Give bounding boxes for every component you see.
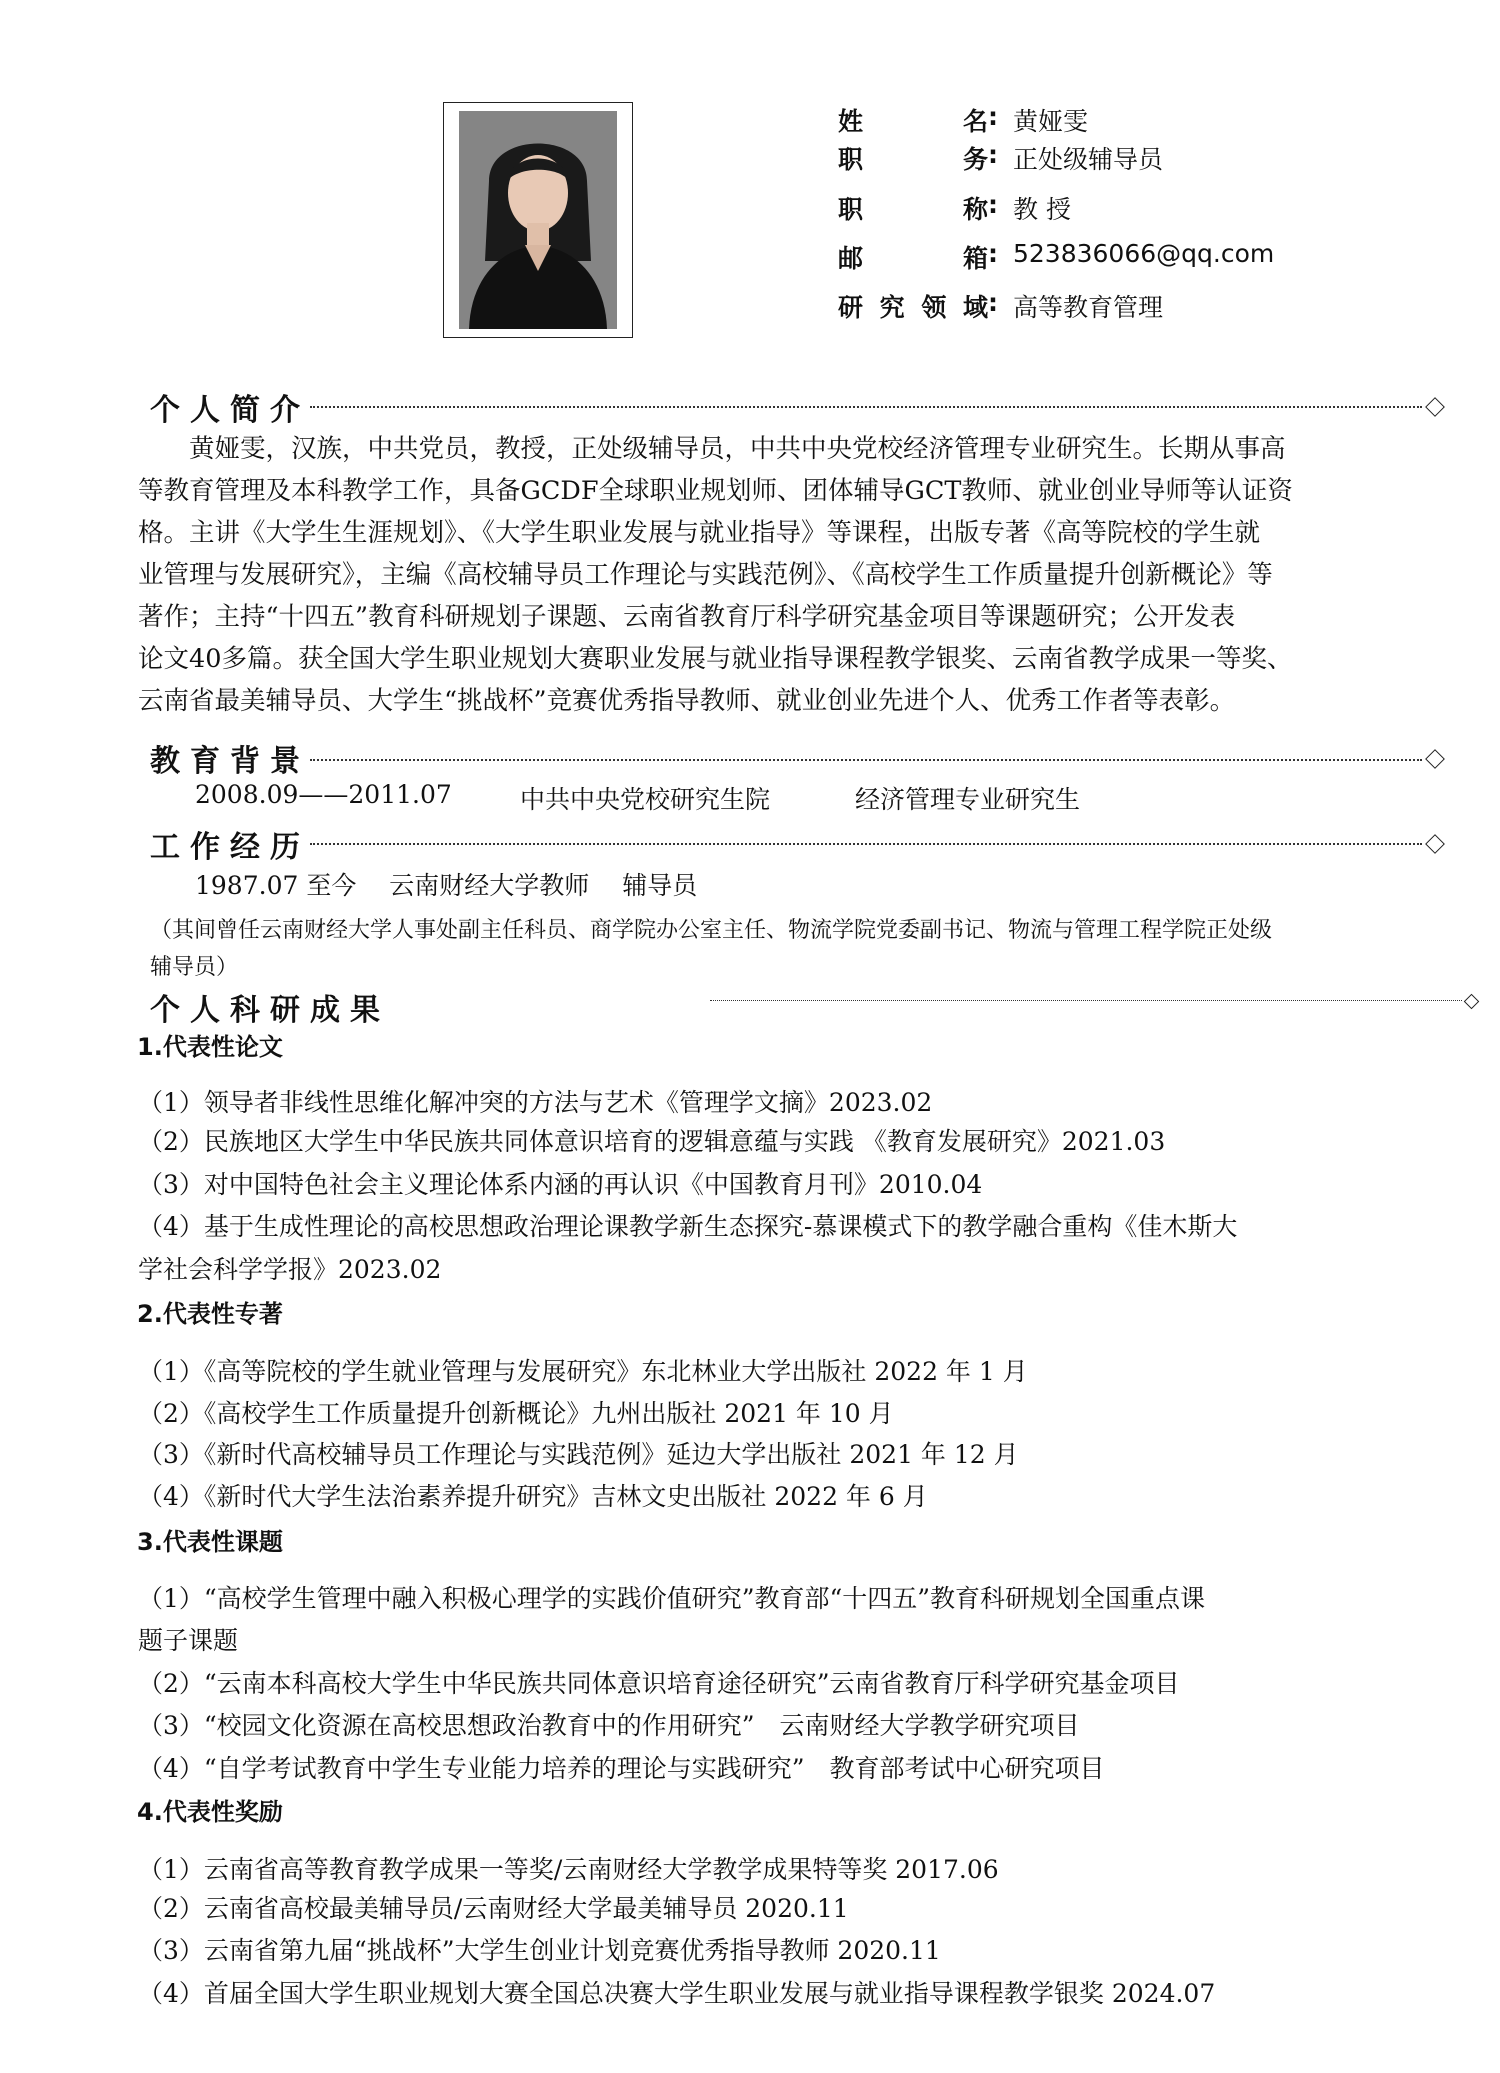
field-value: 高等教育管理	[1013, 293, 1164, 322]
diamond-icon	[1425, 397, 1445, 417]
project-item: （4）“自学考试教育中学生专业能力培养的理论与实践研究” 教育部考试中心研究项目	[138, 1754, 1105, 1783]
colon: :	[988, 288, 998, 317]
project-item: （3）“校园文化资源在高校思想政治教育中的作用研究” 云南财经大学教学研究项目	[138, 1711, 1080, 1740]
papers-title: 1.代表性论文	[137, 1033, 283, 1061]
books-title: 2.代表性专著	[137, 1300, 283, 1328]
email-label: 邮箱	[838, 244, 988, 273]
intro-line: 论文40多篇。获全国大学生职业规划大赛职业发展与就业指导课程教学银奖、云南省教学成果一等奖、	[138, 644, 1293, 674]
paper-item: 学社会科学学报》2023.02	[138, 1255, 442, 1284]
intro-line: 云南省最美辅导员、大学生“挑战杯”竞赛优秀指导教师、就业创业先进个人、优秀工作者等表彰。	[138, 686, 1236, 716]
colon: :	[988, 140, 998, 169]
intro-line: 格。主讲《大学生生涯规划》、《大学生职业发展与就业指导》等课程，出版专著《高等院校的学生就	[138, 518, 1261, 548]
intro-line: 著作；主持“十四五”教育科研规划子课题、云南省教育厅科学研究基金项目等课题研究；公开发表	[138, 602, 1236, 632]
paper-item: （1）领导者非线性思维化解冲突的方法与艺术《管理学文摘》2023.02	[138, 1088, 933, 1117]
book-item: （1）《高等院校的学生就业管理与发展研究》东北林业大学出版社 2022 年 1 月	[138, 1357, 1028, 1386]
project-item: 题子课题	[138, 1626, 239, 1655]
education-major: 经济管理专业研究生	[855, 785, 1081, 814]
award-item: （3）云南省第九届“挑战杯”大学生创业计划竞赛优秀指导教师 2020.11	[138, 1936, 941, 1965]
name-value: 黄娅雯	[1013, 107, 1089, 136]
book-item: （2）《高校学生工作质量提升创新概论》九州出版社 2021 年 10 月	[138, 1399, 894, 1428]
divider-line	[310, 759, 1422, 761]
award-item: （2）云南省高校最美辅导员/云南财经大学最美辅导员 2020.11	[138, 1894, 849, 1923]
divider-line	[310, 406, 1422, 408]
award-item: （4）首届全国大学生职业规划大赛全国总决赛大学生职业发展与就业指导课程教学银奖 2024.07	[138, 1979, 1216, 2008]
position-label: 职务	[838, 145, 988, 174]
paper-item: （4）基于生成性理论的高校思想政治理论课教学新生态探究-慕课模式下的教学融合重构《佳木斯大	[138, 1212, 1238, 1241]
paper-item: （3）对中国特色社会主义理论体系内涵的再认识《中国教育月刊》2010.04	[138, 1170, 983, 1199]
email-value: 523836066@qq.com	[1013, 239, 1275, 268]
title-value: 教 授	[1013, 195, 1071, 224]
intro-paragraph	[138, 428, 1428, 722]
awards-title: 4.代表性奖励	[137, 1798, 283, 1826]
education-heading: 教育背景	[150, 744, 310, 779]
divider-line	[310, 843, 1422, 845]
work-note: （其间曾任云南财经大学人事处副主任科员、商学院办公室主任、物流学院党委副书记、物流与管理工程学院正处级	[150, 918, 1273, 943]
work-line: 1987.07 至今 云南财经大学教师 辅导员	[195, 871, 698, 900]
profile-photo	[459, 111, 617, 329]
divider-line	[710, 1000, 1462, 1001]
profile-photo-frame	[443, 102, 633, 338]
portrait-image	[459, 111, 617, 329]
colon: :	[988, 239, 998, 268]
work-heading: 工作经历	[150, 830, 310, 865]
projects-title: 3.代表性课题	[137, 1528, 283, 1556]
work-note: 辅导员）	[150, 955, 239, 980]
education-school: 中共中央党校研究生院	[520, 785, 771, 814]
paper-item: （2）民族地区大学生中华民族共同体意识培育的逻辑意蕴与实践 《教育发展研究》2021.03	[138, 1127, 1166, 1156]
intro-line: 业管理与发展研究》，主编《高校辅导员工作理论与实践范例》、《高校学生工作质量提升创新概论》等	[138, 560, 1273, 590]
intro-line: 黄娅雯，汉族，中共党员，教授，正处级辅导员，中共中央党校经济管理专业研究生。长期从事高	[138, 434, 1286, 464]
colon: :	[988, 190, 998, 219]
diamond-icon	[1425, 749, 1445, 769]
name-label: 姓名	[838, 107, 988, 136]
diamond-icon	[1425, 834, 1445, 854]
project-item: （2）“云南本科高校大学生中华民族共同体意识培育途径研究”云南省教育厅科学研究基金项目	[138, 1669, 1180, 1698]
award-item: （1）云南省高等教育教学成果一等奖/云南财经大学教学成果特等奖 2017.06	[138, 1855, 999, 1884]
diamond-icon	[1464, 994, 1480, 1010]
education-period: 2008.09——2011.07	[195, 780, 452, 809]
book-item: （3）《新时代高校辅导员工作理论与实践范例》延边大学出版社 2021 年 12 月	[138, 1440, 1019, 1469]
research-heading: 个人科研成果	[150, 993, 390, 1028]
position-value: 正处级辅导员	[1013, 145, 1164, 174]
colon: :	[988, 102, 998, 131]
project-item: （1）“高校学生管理中融入积极心理学的实践价值研究”教育部“十四五”教育科研规划全国重点课	[138, 1584, 1206, 1613]
intro-line: 等教育管理及本科教学工作，具备GCDF全球职业规划师、团体辅导GCT教师、就业创业导师等认证资	[138, 476, 1293, 506]
title-label: 职称	[838, 195, 988, 224]
book-item: （4）《新时代大学生法治素养提升研究》吉林文史出版社 2022 年 6 月	[138, 1482, 928, 1511]
intro-heading: 个人简介	[150, 393, 310, 428]
field-label: 研究领域	[838, 293, 988, 322]
